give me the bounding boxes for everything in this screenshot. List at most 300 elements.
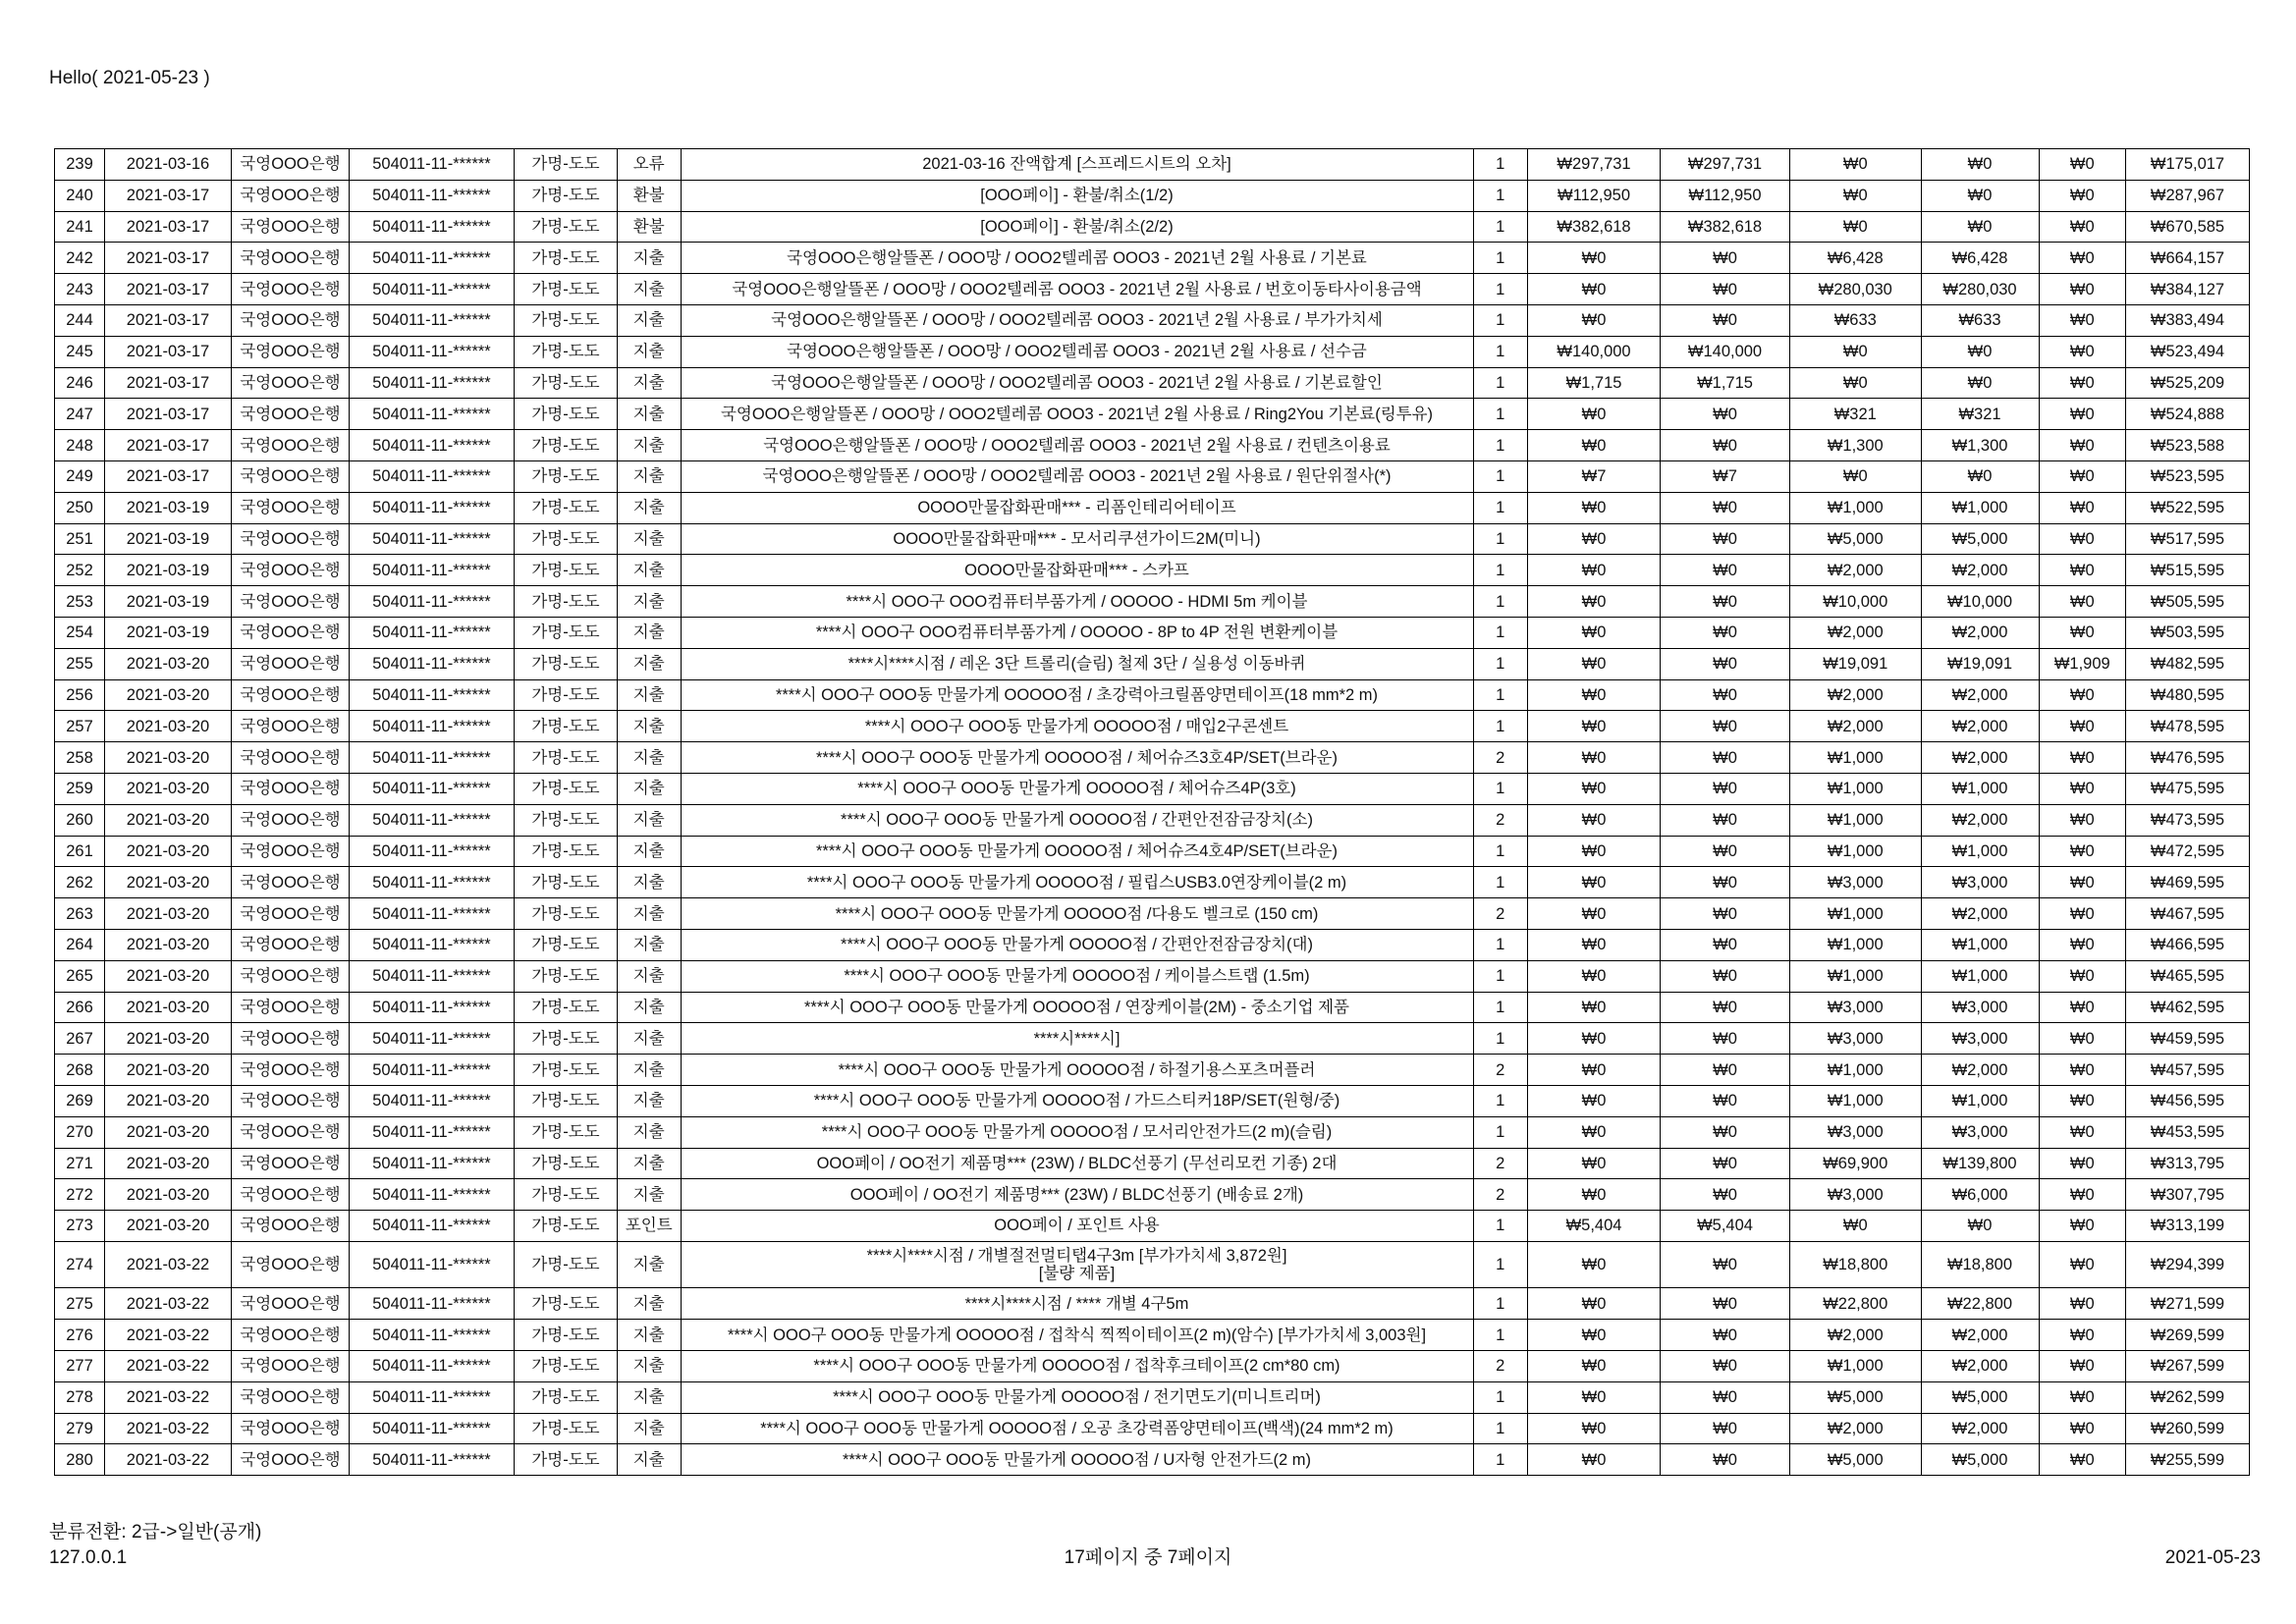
cell-no: 265: [55, 960, 105, 992]
cell-qty: 1: [1473, 992, 1528, 1023]
cell-vat: ₩0: [2039, 586, 2126, 618]
cell-qty: 1: [1473, 149, 1528, 181]
cell-qty: 1: [1473, 1320, 1528, 1351]
cell-no: 251: [55, 523, 105, 555]
cell-out-unit: ₩1,000: [1790, 1351, 1922, 1382]
cell-date: 2021-03-20: [105, 960, 232, 992]
cell-type: 지출: [618, 399, 682, 430]
cell-out-unit: ₩3,000: [1790, 992, 1922, 1023]
cell-balance: ₩453,595: [2126, 1116, 2250, 1148]
cell-desc: 국영OOO은행알뜰폰 / OOO망 / OOO2텔레콤 OOO3 - 2021년 2월 사용료 / 번호이동타사이용금액: [681, 274, 1473, 305]
cell-out-total: ₩0: [1921, 367, 2039, 399]
cell-account: 504011-11-******: [350, 523, 515, 555]
cell-in-unit: ₩0: [1528, 898, 1661, 930]
cell-date: 2021-03-19: [105, 617, 232, 648]
cell-account: 504011-11-******: [350, 773, 515, 804]
cell-bank: 국영OOO은행: [232, 1320, 350, 1351]
cell-date: 2021-03-20: [105, 711, 232, 742]
cell-date: 2021-03-20: [105, 1023, 232, 1055]
cell-type: 지출: [618, 617, 682, 648]
cell-balance: ₩175,017: [2126, 149, 2250, 181]
cell-balance: ₩262,599: [2126, 1381, 2250, 1413]
cell-no: 263: [55, 898, 105, 930]
cell-name: 가명-도도: [515, 1148, 618, 1179]
cell-no: 276: [55, 1320, 105, 1351]
cell-account: 504011-11-******: [350, 1116, 515, 1148]
cell-type: 지출: [618, 243, 682, 274]
cell-name: 가명-도도: [515, 1055, 618, 1086]
cell-no: 258: [55, 742, 105, 774]
table-row: [55, 211, 2250, 243]
cell-account: 504011-11-******: [350, 211, 515, 243]
cell-vat: ₩0: [2039, 711, 2126, 742]
cell-balance: ₩503,595: [2126, 617, 2250, 648]
cell-in-total: ₩0: [1661, 1023, 1790, 1055]
cell-no: 270: [55, 1116, 105, 1148]
cell-in-total: ₩297,731: [1661, 149, 1790, 181]
cell-balance: ₩480,595: [2126, 679, 2250, 711]
cell-qty: 1: [1473, 492, 1528, 523]
cell-out-unit: ₩1,000: [1790, 742, 1922, 774]
cell-type: 지출: [618, 274, 682, 305]
cell-balance: ₩525,209: [2126, 367, 2250, 399]
cell-in-unit: ₩0: [1528, 1148, 1661, 1179]
cell-name: 가명-도도: [515, 1023, 618, 1055]
table-row: [55, 180, 2250, 211]
cell-bank: 국영OOO은행: [232, 1381, 350, 1413]
table-row: [55, 243, 2250, 274]
cell-out-unit: ₩18,800: [1790, 1241, 1922, 1288]
cell-type: 지출: [618, 1055, 682, 1086]
cell-date: 2021-03-17: [105, 430, 232, 461]
cell-in-unit: ₩0: [1528, 617, 1661, 648]
table-row: [55, 1241, 2250, 1288]
cell-type: 지출: [618, 960, 682, 992]
ledger-table: [54, 148, 2250, 1476]
cell-out-total: ₩1,000: [1921, 836, 2039, 867]
cell-bank: 국영OOO은행: [232, 1148, 350, 1179]
table-row: [55, 367, 2250, 399]
cell-no: 279: [55, 1413, 105, 1444]
cell-type: 지출: [618, 492, 682, 523]
cell-no: 239: [55, 149, 105, 181]
cell-no: 274: [55, 1241, 105, 1288]
host-address: 127.0.0.1: [49, 1547, 128, 1568]
cell-out-total: ₩280,030: [1921, 274, 2039, 305]
cell-date: 2021-03-22: [105, 1320, 232, 1351]
cell-desc: ****시 OOO구 OOO동 만물가게 OOOOO점 / 오공 초강력폼양면테이프(백색)(24 mm*2 m): [681, 1413, 1473, 1444]
cell-account: 504011-11-******: [350, 867, 515, 898]
cell-account: 504011-11-******: [350, 243, 515, 274]
cell-date: 2021-03-20: [105, 1116, 232, 1148]
cell-desc: 2021-03-16 잔액합계 [스프레드시트의 오차]: [681, 149, 1473, 181]
cell-name: 가명-도도: [515, 960, 618, 992]
cell-no: 244: [55, 304, 105, 336]
cell-vat: ₩0: [2039, 1381, 2126, 1413]
table-row: [55, 1148, 2250, 1179]
cell-desc: ****시 OOO구 OOO컴퓨터부품가게 / OOOOO - HDMI 5m 케이블: [681, 586, 1473, 618]
cell-out-unit: ₩5,000: [1790, 523, 1922, 555]
cell-balance: ₩469,595: [2126, 867, 2250, 898]
cell-vat: ₩0: [2039, 211, 2126, 243]
cell-out-unit: ₩0: [1790, 149, 1922, 181]
cell-bank: 국영OOO은행: [232, 1241, 350, 1288]
cell-account: 504011-11-******: [350, 1320, 515, 1351]
cell-out-total: ₩2,000: [1921, 1055, 2039, 1086]
cell-type: 지출: [618, 367, 682, 399]
cell-account: 504011-11-******: [350, 992, 515, 1023]
cell-out-unit: ₩0: [1790, 336, 1922, 367]
cell-name: 가명-도도: [515, 1381, 618, 1413]
cell-in-unit: ₩0: [1528, 555, 1661, 586]
cell-type: 환불: [618, 211, 682, 243]
cell-out-unit: ₩1,000: [1790, 492, 1922, 523]
cell-type: 지출: [618, 1116, 682, 1148]
cell-in-total: ₩0: [1661, 836, 1790, 867]
cell-in-unit: ₩0: [1528, 1381, 1661, 1413]
cell-balance: ₩267,599: [2126, 1351, 2250, 1382]
cell-out-unit: ₩5,000: [1790, 1444, 1922, 1476]
cell-desc: ****시 OOO구 OOO동 만물가게 OOOOO점 / 체어슈즈4호4P/SET(브라운): [681, 836, 1473, 867]
cell-desc: ****시****시점 / **** 개별 4구5m: [681, 1288, 1473, 1320]
cell-account: 504011-11-******: [350, 742, 515, 774]
cell-bank: 국영OOO은행: [232, 149, 350, 181]
cell-type: 지출: [618, 742, 682, 774]
cell-desc: 국영OOO은행알뜰폰 / OOO망 / OOO2텔레콤 OOO3 - 2021년 2월 사용료 / 선수금: [681, 336, 1473, 367]
cell-no: 277: [55, 1351, 105, 1382]
cell-no: 271: [55, 1148, 105, 1179]
cell-no: 241: [55, 211, 105, 243]
cell-vat: ₩0: [2039, 430, 2126, 461]
cell-name: 가명-도도: [515, 1288, 618, 1320]
cell-vat: ₩0: [2039, 742, 2126, 774]
table-row: [55, 523, 2250, 555]
cell-account: 504011-11-******: [350, 804, 515, 836]
cell-balance: ₩466,595: [2126, 929, 2250, 960]
cell-out-total: ₩1,000: [1921, 960, 2039, 992]
cell-account: 504011-11-******: [350, 1288, 515, 1320]
cell-desc: ****시 OOO구 OOO동 만물가게 OOOOO점 / 접착후크테이프(2 cm*80 cm): [681, 1351, 1473, 1382]
cell-in-total: ₩0: [1661, 960, 1790, 992]
cell-bank: 국영OOO은행: [232, 180, 350, 211]
cell-name: 가명-도도: [515, 1085, 618, 1116]
cell-vat: ₩0: [2039, 898, 2126, 930]
cell-name: 가명-도도: [515, 492, 618, 523]
cell-type: 지출: [618, 992, 682, 1023]
cell-account: 504011-11-******: [350, 1381, 515, 1413]
cell-in-unit: ₩0: [1528, 1413, 1661, 1444]
cell-balance: ₩482,595: [2126, 648, 2250, 679]
cell-out-unit: ₩1,000: [1790, 1085, 1922, 1116]
cell-account: 504011-11-******: [350, 1179, 515, 1211]
cell-desc: 국영OOO은행알뜰폰 / OOO망 / OOO2텔레콤 OOO3 - 2021년 2월 사용료 / 부가가치세: [681, 304, 1473, 336]
cell-vat: ₩0: [2039, 1413, 2126, 1444]
cell-desc: OOO페이 / 포인트 사용: [681, 1211, 1473, 1242]
cell-bank: 국영OOO은행: [232, 617, 350, 648]
table-row: [55, 773, 2250, 804]
cell-desc: OOO페이 / OO전기 제품명*** (23W) / BLDC선풍기 (무선리모컨 기종) 2대: [681, 1148, 1473, 1179]
cell-name: 가명-도도: [515, 336, 618, 367]
cell-qty: 1: [1473, 1023, 1528, 1055]
cell-account: 504011-11-******: [350, 1413, 515, 1444]
cell-desc: ****시 OOO구 OOO컴퓨터부품가게 / OOOOO - 8P to 4P 전원 변환케이블: [681, 617, 1473, 648]
cell-bank: 국영OOO은행: [232, 367, 350, 399]
cell-name: 가명-도도: [515, 804, 618, 836]
cell-in-total: ₩140,000: [1661, 336, 1790, 367]
cell-vat: ₩0: [2039, 336, 2126, 367]
cell-balance: ₩456,595: [2126, 1085, 2250, 1116]
cell-out-total: ₩2,000: [1921, 1320, 2039, 1351]
table-row: [55, 992, 2250, 1023]
cell-date: 2021-03-22: [105, 1351, 232, 1382]
cell-account: 504011-11-******: [350, 1351, 515, 1382]
table-row: [55, 460, 2250, 492]
cell-qty: 1: [1473, 274, 1528, 305]
cell-out-unit: ₩3,000: [1790, 1116, 1922, 1148]
cell-bank: 국영OOO은행: [232, 1116, 350, 1148]
cell-out-unit: ₩22,800: [1790, 1288, 1922, 1320]
cell-out-total: ₩18,800: [1921, 1241, 2039, 1288]
cell-name: 가명-도도: [515, 929, 618, 960]
cell-name: 가명-도도: [515, 742, 618, 774]
cell-out-total: ₩0: [1921, 1211, 2039, 1242]
cell-qty: 1: [1473, 399, 1528, 430]
cell-vat: ₩0: [2039, 149, 2126, 181]
cell-in-total: ₩0: [1661, 804, 1790, 836]
cell-date: 2021-03-19: [105, 492, 232, 523]
cell-bank: 국영OOO은행: [232, 992, 350, 1023]
page-indicator: 17페이지 중 7페이지: [1064, 1547, 1232, 1568]
cell-out-unit: ₩1,000: [1790, 1055, 1922, 1086]
cell-vat: ₩0: [2039, 836, 2126, 867]
cell-type: 지출: [618, 586, 682, 618]
cell-qty: 1: [1473, 867, 1528, 898]
cell-out-unit: ₩19,091: [1790, 648, 1922, 679]
cell-in-unit: ₩0: [1528, 1241, 1661, 1288]
cell-out-unit: ₩5,000: [1790, 1381, 1922, 1413]
cell-bank: 국영OOO은행: [232, 1179, 350, 1211]
cell-vat: ₩0: [2039, 1320, 2126, 1351]
cell-in-total: ₩1,715: [1661, 367, 1790, 399]
cell-in-unit: ₩112,950: [1528, 180, 1661, 211]
cell-account: 504011-11-******: [350, 617, 515, 648]
cell-out-total: ₩0: [1921, 211, 2039, 243]
cell-in-total: ₩382,618: [1661, 211, 1790, 243]
cell-vat: ₩0: [2039, 679, 2126, 711]
cell-name: 가명-도도: [515, 180, 618, 211]
cell-account: 504011-11-******: [350, 460, 515, 492]
table-row: [55, 1211, 2250, 1242]
cell-no: 275: [55, 1288, 105, 1320]
table-row: [55, 1288, 2250, 1320]
cell-out-total: ₩633: [1921, 304, 2039, 336]
cell-desc: 국영OOO은행알뜰폰 / OOO망 / OOO2텔레콤 OOO3 - 2021년 2월 사용료 / 기본료: [681, 243, 1473, 274]
cell-account: 504011-11-******: [350, 929, 515, 960]
cell-in-unit: ₩0: [1528, 773, 1661, 804]
cell-no: 254: [55, 617, 105, 648]
cell-name: 가명-도도: [515, 1116, 618, 1148]
cell-in-unit: ₩0: [1528, 399, 1661, 430]
cell-bank: 국영OOO은행: [232, 586, 350, 618]
cell-in-unit: ₩0: [1528, 1116, 1661, 1148]
cell-balance: ₩472,595: [2126, 836, 2250, 867]
cell-date: 2021-03-17: [105, 399, 232, 430]
cell-vat: ₩0: [2039, 1085, 2126, 1116]
cell-date: 2021-03-22: [105, 1444, 232, 1476]
cell-in-total: ₩0: [1661, 679, 1790, 711]
cell-type: 포인트: [618, 1211, 682, 1242]
cell-desc: 국영OOO은행알뜰폰 / OOO망 / OOO2텔레콤 OOO3 - 2021년 2월 사용료 / 원단위절사(*): [681, 460, 1473, 492]
cell-bank: 국영OOO은행: [232, 399, 350, 430]
cell-name: 가명-도도: [515, 773, 618, 804]
cell-desc: ****시 OOO구 OOO동 만물가게 OOOOO점 / 가드스티커18P/SET(원형/중): [681, 1085, 1473, 1116]
cell-desc: ****시 OOO구 OOO동 만물가게 OOOOO점 / 간편안전잠금장치(소): [681, 804, 1473, 836]
cell-no: 240: [55, 180, 105, 211]
cell-account: 504011-11-******: [350, 679, 515, 711]
cell-name: 가명-도도: [515, 1444, 618, 1476]
cell-balance: ₩523,588: [2126, 430, 2250, 461]
cell-bank: 국영OOO은행: [232, 711, 350, 742]
cell-out-unit: ₩3,000: [1790, 1023, 1922, 1055]
cell-no: 262: [55, 867, 105, 898]
cell-account: 504011-11-******: [350, 1148, 515, 1179]
cell-out-total: ₩22,800: [1921, 1288, 2039, 1320]
table-row: [55, 617, 2250, 648]
cell-bank: 국영OOO은행: [232, 1288, 350, 1320]
cell-in-total: ₩0: [1661, 1288, 1790, 1320]
cell-vat: ₩0: [2039, 1023, 2126, 1055]
cell-bank: 국영OOO은행: [232, 1444, 350, 1476]
cell-in-unit: ₩0: [1528, 492, 1661, 523]
cell-desc: OOOO만물잡화판매*** - 스카프: [681, 555, 1473, 586]
cell-desc: ****시****시점 / 레온 3단 트롤리(슬림) 철제 3단 / 실용성 이동바퀴: [681, 648, 1473, 679]
cell-out-unit: ₩6,428: [1790, 243, 1922, 274]
cell-name: 가명-도도: [515, 304, 618, 336]
cell-date: 2021-03-20: [105, 929, 232, 960]
cell-desc: ****시 OOO구 OOO동 만물가게 OOOOO점 / 접착식 찍찍이테이프(2 m)(암수) [부가가치세 3,003원]: [681, 1320, 1473, 1351]
cell-desc: ****시 OOO구 OOO동 만물가게 OOOOO점 / 전기면도기(미니트리머): [681, 1381, 1473, 1413]
cell-in-total: ₩0: [1661, 1320, 1790, 1351]
cell-no: 243: [55, 274, 105, 305]
cell-in-unit: ₩0: [1528, 1055, 1661, 1086]
cell-balance: ₩457,595: [2126, 1055, 2250, 1086]
cell-out-unit: ₩10,000: [1790, 586, 1922, 618]
cell-vat: ₩0: [2039, 180, 2126, 211]
cell-type: 지출: [618, 430, 682, 461]
cell-out-total: ₩2,000: [1921, 898, 2039, 930]
cell-in-total: ₩0: [1661, 243, 1790, 274]
cell-out-unit: ₩2,000: [1790, 1320, 1922, 1351]
cell-in-total: ₩0: [1661, 555, 1790, 586]
cell-no: 246: [55, 367, 105, 399]
cell-bank: 국영OOO은행: [232, 492, 350, 523]
cell-in-total: ₩0: [1661, 304, 1790, 336]
cell-name: 가명-도도: [515, 367, 618, 399]
cell-in-total: ₩0: [1661, 430, 1790, 461]
cell-no: 280: [55, 1444, 105, 1476]
table-row: [55, 929, 2250, 960]
cell-qty: 1: [1473, 836, 1528, 867]
cell-desc: OOOO만물잡화판매*** - 모서리쿠션가이드2M(미니): [681, 523, 1473, 555]
cell-date: 2021-03-22: [105, 1241, 232, 1288]
cell-out-total: ₩3,000: [1921, 867, 2039, 898]
cell-out-unit: ₩1,000: [1790, 836, 1922, 867]
cell-balance: ₩459,595: [2126, 1023, 2250, 1055]
cell-out-unit: ₩0: [1790, 367, 1922, 399]
cell-in-unit: ₩0: [1528, 836, 1661, 867]
cell-desc: ****시 OOO구 OOO동 만물가게 OOOOO점 / 초강력아크릴폼양면테이프(18 mm*2 m): [681, 679, 1473, 711]
cell-type: 지출: [618, 804, 682, 836]
cell-qty: 1: [1473, 336, 1528, 367]
cell-in-total: ₩0: [1661, 929, 1790, 960]
cell-name: 가명-도도: [515, 1211, 618, 1242]
cell-in-unit: ₩0: [1528, 523, 1661, 555]
cell-date: 2021-03-17: [105, 243, 232, 274]
cell-qty: 2: [1473, 804, 1528, 836]
cell-out-total: ₩1,300: [1921, 430, 2039, 461]
cell-vat: ₩0: [2039, 1055, 2126, 1086]
cell-desc: ****시 OOO구 OOO동 만물가게 OOOOO점 / 필립스USB3.0연장케이블(2 m): [681, 867, 1473, 898]
cell-in-total: ₩0: [1661, 1055, 1790, 1086]
cell-out-total: ₩2,000: [1921, 679, 2039, 711]
cell-qty: 1: [1473, 1241, 1528, 1288]
table-row: [55, 274, 2250, 305]
cell-name: 가명-도도: [515, 1179, 618, 1211]
cell-in-total: ₩0: [1661, 742, 1790, 774]
cell-qty: 1: [1473, 460, 1528, 492]
cell-vat: ₩0: [2039, 617, 2126, 648]
cell-balance: ₩517,595: [2126, 523, 2250, 555]
table-row: [55, 867, 2250, 898]
classification-note: 분류전환: 2급->일반(공개): [49, 1522, 262, 1543]
cell-out-total: ₩0: [1921, 460, 2039, 492]
cell-type: 지출: [618, 898, 682, 930]
cell-in-unit: ₩140,000: [1528, 336, 1661, 367]
cell-name: 가명-도도: [515, 1413, 618, 1444]
cell-account: 504011-11-******: [350, 711, 515, 742]
cell-out-total: ₩2,000: [1921, 617, 2039, 648]
cell-in-unit: ₩0: [1528, 1288, 1661, 1320]
cell-type: 지출: [618, 867, 682, 898]
cell-date: 2021-03-22: [105, 1288, 232, 1320]
cell-account: 504011-11-******: [350, 836, 515, 867]
cell-no: 242: [55, 243, 105, 274]
cell-vat: ₩0: [2039, 1444, 2126, 1476]
cell-out-total: ₩5,000: [1921, 523, 2039, 555]
cell-date: 2021-03-20: [105, 898, 232, 930]
cell-desc: ****시 OOO구 OOO동 만물가게 OOOOO점 /다용도 벨크로 (150 cm): [681, 898, 1473, 930]
cell-out-unit: ₩321: [1790, 399, 1922, 430]
cell-qty: 1: [1473, 648, 1528, 679]
cell-date: 2021-03-20: [105, 1055, 232, 1086]
cell-balance: ₩287,967: [2126, 180, 2250, 211]
cell-account: 504011-11-******: [350, 492, 515, 523]
cell-name: 가명-도도: [515, 211, 618, 243]
cell-out-total: ₩0: [1921, 180, 2039, 211]
cell-account: 504011-11-******: [350, 367, 515, 399]
cell-no: 268: [55, 1055, 105, 1086]
cell-bank: 국영OOO은행: [232, 773, 350, 804]
cell-out-unit: ₩0: [1790, 180, 1922, 211]
cell-out-total: ₩1,000: [1921, 929, 2039, 960]
cell-name: 가명-도도: [515, 460, 618, 492]
cell-in-unit: ₩0: [1528, 1179, 1661, 1211]
table-row: [55, 1413, 2250, 1444]
cell-desc: ****시 OOO구 OOO동 만물가게 OOOOO점 / 연장케이블(2M) - 중소기업 제품: [681, 992, 1473, 1023]
cell-balance: ₩465,595: [2126, 960, 2250, 992]
cell-desc: OOOO만물잡화판매*** - 리폼인테리어테이프: [681, 492, 1473, 523]
cell-no: 259: [55, 773, 105, 804]
